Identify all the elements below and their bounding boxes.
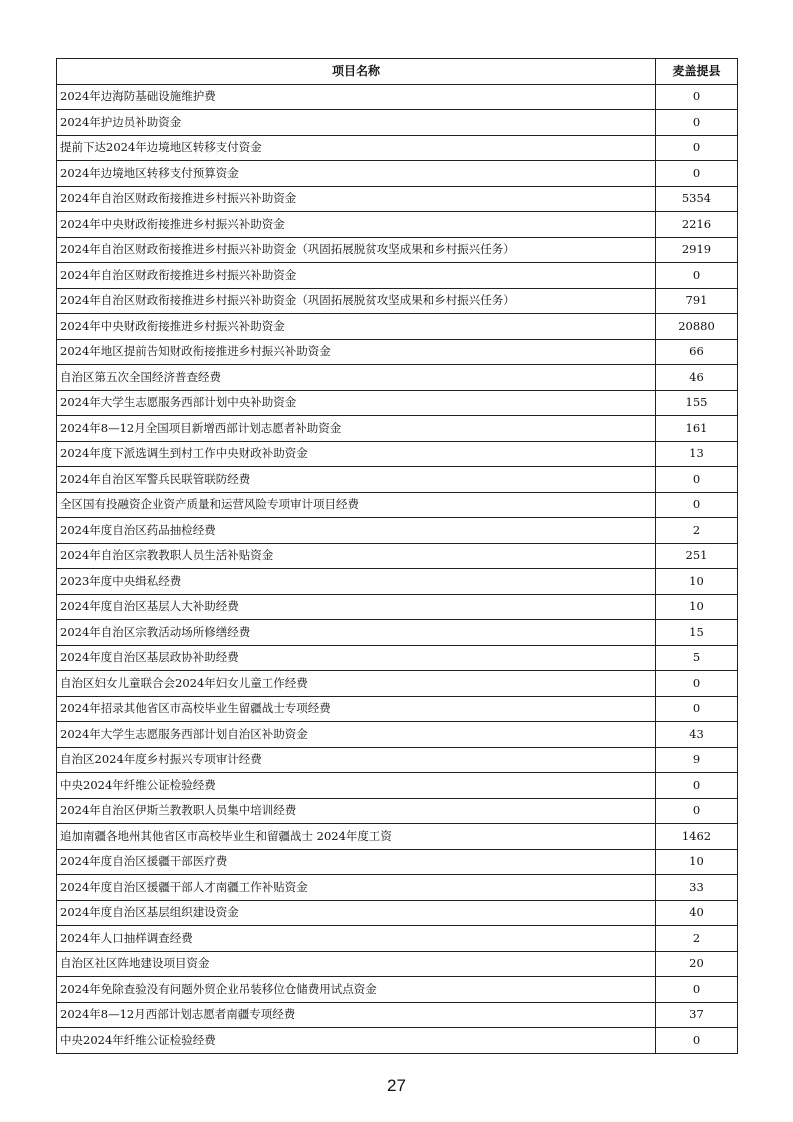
amount-cell: 5354 [656, 186, 738, 212]
amount-cell: 15 [656, 620, 738, 646]
project-name-cell: 2024年度自治区药品抽检经费 [57, 518, 656, 544]
table-row [57, 900, 738, 926]
table-row [57, 288, 738, 314]
funding-table [56, 58, 738, 1054]
table-row [57, 441, 738, 467]
amount-cell: 0 [656, 84, 738, 110]
table-body [57, 84, 738, 1053]
project-name-cell: 2024年自治区宗教活动场所修缮经费 [57, 620, 656, 646]
amount-cell: 20 [656, 951, 738, 977]
table-header-row [57, 59, 738, 85]
amount-cell: 2919 [656, 237, 738, 263]
amount-cell: 37 [656, 1002, 738, 1028]
table-row [57, 161, 738, 187]
project-name-cell: 2024年地区提前告知财政衔接推进乡村振兴补助资金 [57, 339, 656, 365]
project-name-cell: 2024年8—12月全国项目新增西部计划志愿者补助资金 [57, 416, 656, 442]
amount-cell: 43 [656, 722, 738, 748]
project-name-cell: 2024年度下派选调生到村工作中央财政补助资金 [57, 441, 656, 467]
project-name-cell: 全区国有投融资企业资产质量和运营风险专项审计项目经费 [57, 492, 656, 518]
amount-cell: 0 [656, 696, 738, 722]
amount-cell: 2 [656, 926, 738, 952]
table-row [57, 977, 738, 1003]
project-name-cell: 2024年护边员补助资金 [57, 110, 656, 136]
amount-cell: 0 [656, 263, 738, 289]
project-name-cell: 2024年自治区财政衔接推进乡村振兴补助资金（巩固拓展脱贫攻坚成果和乡村振兴任务） [57, 237, 656, 263]
project-name-cell: 2024年度自治区援疆干部人才南疆工作补贴资金 [57, 875, 656, 901]
table-row [57, 237, 738, 263]
project-name-cell: 自治区妇女儿童联合会2024年妇女儿童工作经费 [57, 671, 656, 697]
table-row [57, 212, 738, 238]
project-name-cell: 自治区社区阵地建设项目资金 [57, 951, 656, 977]
table-row [57, 518, 738, 544]
table-row [57, 110, 738, 136]
table-row [57, 722, 738, 748]
project-name-cell: 中央2024年纤维公证检验经费 [57, 773, 656, 799]
project-name-cell: 2024年免除查验没有问题外贸企业吊装移位仓储费用试点资金 [57, 977, 656, 1003]
project-name-cell: 2024年自治区财政衔接推进乡村振兴补助资金 [57, 263, 656, 289]
amount-cell: 0 [656, 161, 738, 187]
project-name-cell: 2024年大学生志愿服务西部计划中央补助资金 [57, 390, 656, 416]
project-name-cell: 2024年度自治区基层人大补助经费 [57, 594, 656, 620]
project-name-cell: 2024年度自治区基层组织建设资金 [57, 900, 656, 926]
amount-cell: 251 [656, 543, 738, 569]
project-name-cell: 2024年中央财政衔接推进乡村振兴补助资金 [57, 314, 656, 340]
amount-cell: 0 [656, 977, 738, 1003]
column-header-project-name: 项目名称 [57, 59, 656, 85]
project-name-cell: 自治区第五次全国经济普查经费 [57, 365, 656, 391]
project-name-cell: 2024年自治区财政衔接推进乡村振兴补助资金 [57, 186, 656, 212]
table-row [57, 926, 738, 952]
amount-cell: 155 [656, 390, 738, 416]
project-name-cell: 2024年边境地区转移支付预算资金 [57, 161, 656, 187]
amount-cell: 0 [656, 135, 738, 161]
project-name-cell: 2024年人口抽样调查经费 [57, 926, 656, 952]
table-row [57, 186, 738, 212]
amount-cell: 0 [656, 492, 738, 518]
project-name-cell: 中央2024年纤维公证检验经费 [57, 1028, 656, 1054]
table-row [57, 798, 738, 824]
project-name-cell: 2024年招录其他省区市高校毕业生留疆战士专项经费 [57, 696, 656, 722]
project-name-cell: 2024年自治区财政衔接推进乡村振兴补助资金（巩固拓展脱贫攻坚成果和乡村振兴任务） [57, 288, 656, 314]
project-name-cell: 2024年8—12月西部计划志愿者南疆专项经费 [57, 1002, 656, 1028]
table-row [57, 569, 738, 595]
amount-cell: 10 [656, 594, 738, 620]
table-row [57, 594, 738, 620]
project-name-cell: 追加南疆各地州其他省区市高校毕业生和留疆战士 2024年度工资 [57, 824, 656, 850]
project-name-cell: 2023年度中央缉私经费 [57, 569, 656, 595]
amount-cell: 20880 [656, 314, 738, 340]
table-row [57, 849, 738, 875]
amount-cell: 2216 [656, 212, 738, 238]
amount-cell: 791 [656, 288, 738, 314]
amount-cell: 161 [656, 416, 738, 442]
project-name-cell: 提前下达2024年边境地区转移支付资金 [57, 135, 656, 161]
amount-cell: 0 [656, 467, 738, 493]
amount-cell: 1462 [656, 824, 738, 850]
table-row [57, 824, 738, 850]
table-row [57, 543, 738, 569]
project-name-cell: 2024年自治区宗教教职人员生活补贴资金 [57, 543, 656, 569]
table-row [57, 135, 738, 161]
amount-cell: 46 [656, 365, 738, 391]
amount-cell: 10 [656, 569, 738, 595]
table-row [57, 467, 738, 493]
project-name-cell: 自治区2024年度乡村振兴专项审计经费 [57, 747, 656, 773]
amount-cell: 66 [656, 339, 738, 365]
amount-cell: 0 [656, 773, 738, 799]
table-row [57, 390, 738, 416]
amount-cell: 9 [656, 747, 738, 773]
amount-cell: 13 [656, 441, 738, 467]
table-row [57, 314, 738, 340]
page-number: 27 [387, 1076, 406, 1095]
table-row [57, 84, 738, 110]
project-name-cell: 2024年大学生志愿服务西部计划自治区补助资金 [57, 722, 656, 748]
table-row [57, 620, 738, 646]
project-name-cell: 2024年度自治区援疆干部医疗费 [57, 849, 656, 875]
table-row [57, 263, 738, 289]
column-header-maigaiti-county: 麦盖提县 [656, 59, 738, 85]
amount-cell: 10 [656, 849, 738, 875]
table-row [57, 645, 738, 671]
project-name-cell: 2024年自治区军警兵民联管联防经费 [57, 467, 656, 493]
table-row [57, 1002, 738, 1028]
amount-cell: 40 [656, 900, 738, 926]
table-row [57, 1028, 738, 1054]
amount-cell: 0 [656, 671, 738, 697]
table-row [57, 747, 738, 773]
project-name-cell: 2024年边海防基础设施维护费 [57, 84, 656, 110]
table-row [57, 416, 738, 442]
table-row [57, 492, 738, 518]
table-row [57, 365, 738, 391]
amount-cell: 0 [656, 110, 738, 136]
project-name-cell: 2024年自治区伊斯兰教教职人员集中培训经费 [57, 798, 656, 824]
project-name-cell: 2024年度自治区基层政协补助经费 [57, 645, 656, 671]
amount-cell: 2 [656, 518, 738, 544]
table-row [57, 696, 738, 722]
amount-cell: 5 [656, 645, 738, 671]
table-row [57, 773, 738, 799]
amount-cell: 0 [656, 1028, 738, 1054]
table-row [57, 671, 738, 697]
project-name-cell: 2024年中央财政衔接推进乡村振兴补助资金 [57, 212, 656, 238]
table-row [57, 951, 738, 977]
amount-cell: 33 [656, 875, 738, 901]
table-row [57, 875, 738, 901]
table-row [57, 339, 738, 365]
amount-cell: 0 [656, 798, 738, 824]
